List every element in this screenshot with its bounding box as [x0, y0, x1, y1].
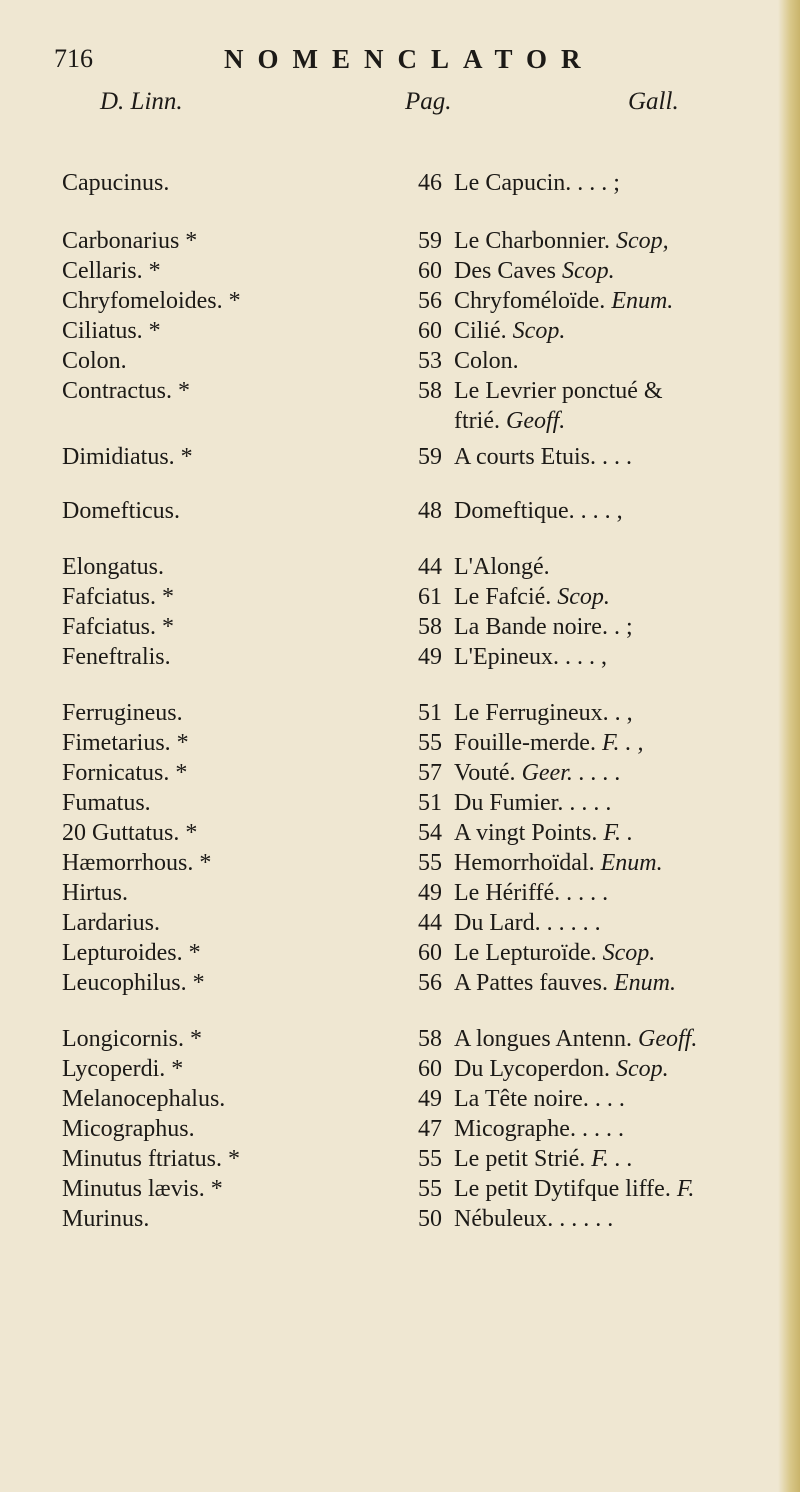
page-number: 716: [54, 44, 93, 73]
french-name: [454, 444, 632, 471]
page-header: [54, 44, 774, 84]
french-name-text: A longues Antenn.: [454, 1026, 632, 1052]
french-name-source: Enum.: [613, 970, 676, 996]
french-name-source: Geer. . . . .: [521, 760, 621, 786]
french-name: [454, 1086, 625, 1113]
page-ref: 51: [418, 790, 442, 816]
entry-row: [0, 644, 800, 674]
entry-row: [0, 1086, 800, 1116]
entry-row: [0, 790, 800, 820]
french-name: [454, 498, 623, 525]
latin-name: Fumatus.: [62, 790, 151, 816]
entry-row: [0, 700, 800, 730]
latin-name: Lardarius.: [62, 910, 160, 936]
french-name: [454, 700, 633, 727]
page-ref: 54: [418, 820, 442, 846]
latin-name: Cellaris. *: [62, 258, 161, 284]
french-name: [454, 614, 633, 641]
entry-row: [0, 408, 800, 438]
french-name-source: Scop,: [615, 228, 669, 254]
french-name-text: Hemorrhoïdal.: [454, 850, 595, 876]
entry-row: [0, 584, 800, 614]
latin-name: Melanocephalus.: [62, 1086, 226, 1112]
entry-row: [0, 910, 800, 940]
latin-name: Elongatus.: [62, 554, 164, 580]
page-ref: 48: [418, 498, 442, 524]
entry-row: [0, 1116, 800, 1146]
latin-name: Minutus lævis. *: [62, 1176, 223, 1202]
page-ref: 58: [418, 1026, 442, 1052]
page-ref: 60: [418, 940, 442, 966]
french-name-source: Geoff.: [505, 408, 566, 434]
page-ref: 59: [418, 228, 442, 254]
french-name: [454, 554, 550, 581]
french-name-text: La Tête noire. . . .: [454, 1086, 625, 1112]
french-name: [454, 258, 615, 285]
page-ref: 49: [418, 880, 442, 906]
french-name-source: F. .: [603, 820, 633, 846]
page-ref: 55: [418, 730, 442, 756]
french-name-text: La Bande noire. . ;: [454, 614, 633, 640]
page-ref: 58: [418, 614, 442, 640]
entry-row: [0, 940, 800, 970]
page-ref: 49: [418, 1086, 442, 1112]
page-ref: 58: [418, 378, 442, 404]
latin-name: Feneftralis.: [62, 644, 171, 670]
entry-row: [0, 258, 800, 288]
french-name-text: Le Fafcié.: [454, 584, 552, 610]
french-name-text: Nébuleux. . . . . .: [454, 1206, 614, 1232]
french-name-text: Le Ferrugineux. . ,: [454, 700, 633, 726]
french-name-text: Des Caves: [454, 258, 556, 284]
page-ref: 60: [418, 258, 442, 284]
french-name-source: Scop.: [615, 1056, 669, 1082]
latin-name: Dimidiatus. *: [62, 444, 193, 470]
entry-row: [0, 378, 800, 408]
page-ref: 49: [418, 644, 442, 670]
running-title: NOMENCLATOR: [224, 44, 595, 74]
column-header-gall: Gall.: [628, 88, 679, 115]
latin-name: Leucophilus. *: [62, 970, 205, 996]
french-name-text: Le Levrier ponctué &: [454, 378, 663, 404]
french-name: [454, 288, 673, 315]
page-ref: 51: [418, 700, 442, 726]
page-ref: 44: [418, 554, 442, 580]
entry-row: [0, 1146, 800, 1176]
entry-row: [0, 760, 800, 790]
french-name: [454, 584, 610, 611]
page-ref: 50: [418, 1206, 442, 1232]
latin-name: Domefticus.: [62, 498, 180, 524]
french-name-text: Fouille-merde.: [454, 730, 596, 756]
entry-row: [0, 820, 800, 850]
french-name-text: A courts Etuis. . . .: [454, 444, 632, 470]
entry-row: [0, 970, 800, 1000]
latin-name: 20 Guttatus. *: [62, 820, 198, 846]
latin-name: Colon.: [62, 348, 127, 374]
page-ref: 56: [418, 288, 442, 314]
entry-row: [0, 288, 800, 318]
column-header-pag: Pag.: [405, 88, 452, 115]
french-name: [454, 170, 620, 197]
entry-row: [0, 880, 800, 910]
latin-name: Longicornis. *: [62, 1026, 202, 1052]
french-name: [454, 228, 669, 255]
french-name-text: Chryfoméloïde.: [454, 288, 606, 314]
french-name-text: L'Epineux. . . . ,: [454, 644, 607, 670]
french-name-source: Enum.: [600, 850, 663, 876]
latin-name: Ferrugineus.: [62, 700, 183, 726]
page-ref: 44: [418, 910, 442, 936]
french-name: [454, 348, 519, 375]
latin-name: Fafciatus. *: [62, 614, 174, 640]
entry-row: [0, 614, 800, 644]
french-name: [454, 644, 607, 671]
french-name-text: Le petit Dytifque liffe.: [454, 1176, 671, 1202]
latin-name: Minutus ftriatus. *: [62, 1146, 240, 1172]
entry-row: [0, 498, 800, 528]
latin-name: Contractus. *: [62, 378, 190, 404]
french-name-text: Du Lycoperdon.: [454, 1056, 610, 1082]
entry-row: [0, 850, 800, 880]
latin-name: Micographus.: [62, 1116, 195, 1142]
french-name-source: Enum.: [611, 288, 674, 314]
french-name: [454, 970, 676, 997]
latin-name: Ciliatus. *: [62, 318, 161, 344]
entry-row: [0, 170, 800, 200]
french-name: [454, 730, 644, 757]
french-name: [454, 1206, 613, 1233]
page-ref: 55: [418, 1146, 442, 1172]
french-name-text: Le Charbonnier.: [454, 228, 610, 254]
french-name: [454, 940, 655, 967]
french-name-text: Le Lepturoïde.: [454, 940, 597, 966]
page-ref: 47: [418, 1116, 442, 1142]
french-name: [454, 820, 633, 847]
french-name: [454, 910, 601, 937]
french-name-text: Colon.: [454, 348, 519, 374]
french-name-text: Cilié.: [454, 318, 507, 344]
french-name-text: Domeftique. . . . ,: [454, 498, 623, 524]
column-header-linn: D. Linn.: [100, 88, 183, 115]
latin-name: Murinus.: [62, 1206, 150, 1232]
french-name-text: Du Fumier. . . . .: [454, 790, 612, 816]
french-name-text: A Pattes fauves.: [454, 970, 608, 996]
entry-row: [0, 1056, 800, 1086]
french-name-text: Micographe. . . . .: [454, 1116, 624, 1142]
page-ref: 55: [418, 1176, 442, 1202]
page-ref: 59: [418, 444, 442, 470]
latin-name: Fornicatus. *: [62, 760, 188, 786]
entry-row: [0, 1176, 800, 1206]
french-name: [454, 318, 565, 345]
page-ref: 56: [418, 970, 442, 996]
french-name: [454, 760, 621, 787]
latin-name: Capucinus.: [62, 170, 170, 196]
french-name-source: Scop.: [557, 584, 610, 610]
entry-row: [0, 730, 800, 760]
french-name-source: Geoff.: [638, 1026, 698, 1052]
french-name-text: ftrié.: [454, 408, 500, 434]
page-ref: 60: [418, 318, 442, 344]
latin-name: Carbonarius *: [62, 228, 198, 254]
french-name: [454, 1146, 633, 1173]
french-name-source: F.: [676, 1176, 695, 1202]
french-name-text: Du Lard. . . . . .: [454, 910, 601, 936]
entry-row: [0, 318, 800, 348]
french-name: [454, 850, 663, 877]
french-name: [454, 880, 608, 907]
latin-name: Hirtus.: [62, 880, 128, 906]
french-name: [454, 790, 611, 817]
french-name-source: F. . .: [591, 1146, 633, 1172]
french-name: [454, 1026, 697, 1053]
entry-row: [0, 348, 800, 378]
latin-name: Chryfomeloides. *: [62, 288, 241, 314]
french-name-source: Scop.: [512, 318, 566, 344]
french-name-source: F. . ,: [601, 730, 644, 756]
page-ref: 46: [418, 170, 442, 196]
french-name-text: Le Capucin. . . . ;: [454, 170, 620, 196]
entry-row: [0, 1026, 800, 1056]
french-name: [454, 1176, 694, 1203]
latin-name: Lepturoides. *: [62, 940, 201, 966]
page-ref: 57: [418, 760, 442, 786]
latin-name: Fafciatus. *: [62, 584, 174, 610]
entry-row: [0, 228, 800, 258]
french-name: [454, 1116, 624, 1143]
french-name-text: Vouté.: [454, 760, 516, 786]
french-name-text: L'Alongé.: [454, 554, 550, 580]
french-name: [454, 408, 565, 435]
french-name-source: Scop.: [561, 258, 615, 284]
french-name-text: A vingt Points.: [454, 820, 598, 846]
latin-name: Lycoperdi. *: [62, 1056, 184, 1082]
entry-row: [0, 554, 800, 584]
latin-name: Hæmorrhous. *: [62, 850, 212, 876]
french-name-text: Le Hériffé. . . . .: [454, 880, 609, 906]
page-ref: 53: [418, 348, 442, 374]
entry-row: [0, 444, 800, 474]
french-name-source: Scop.: [602, 940, 656, 966]
french-name: [454, 1056, 669, 1083]
page-ref: 61: [418, 584, 442, 610]
latin-name: Fimetarius. *: [62, 730, 189, 756]
page-ref: 55: [418, 850, 442, 876]
french-name-text: Le petit Strié.: [454, 1146, 586, 1172]
french-name: [454, 378, 663, 405]
page-ref: 60: [418, 1056, 442, 1082]
entry-row: [0, 1206, 800, 1236]
